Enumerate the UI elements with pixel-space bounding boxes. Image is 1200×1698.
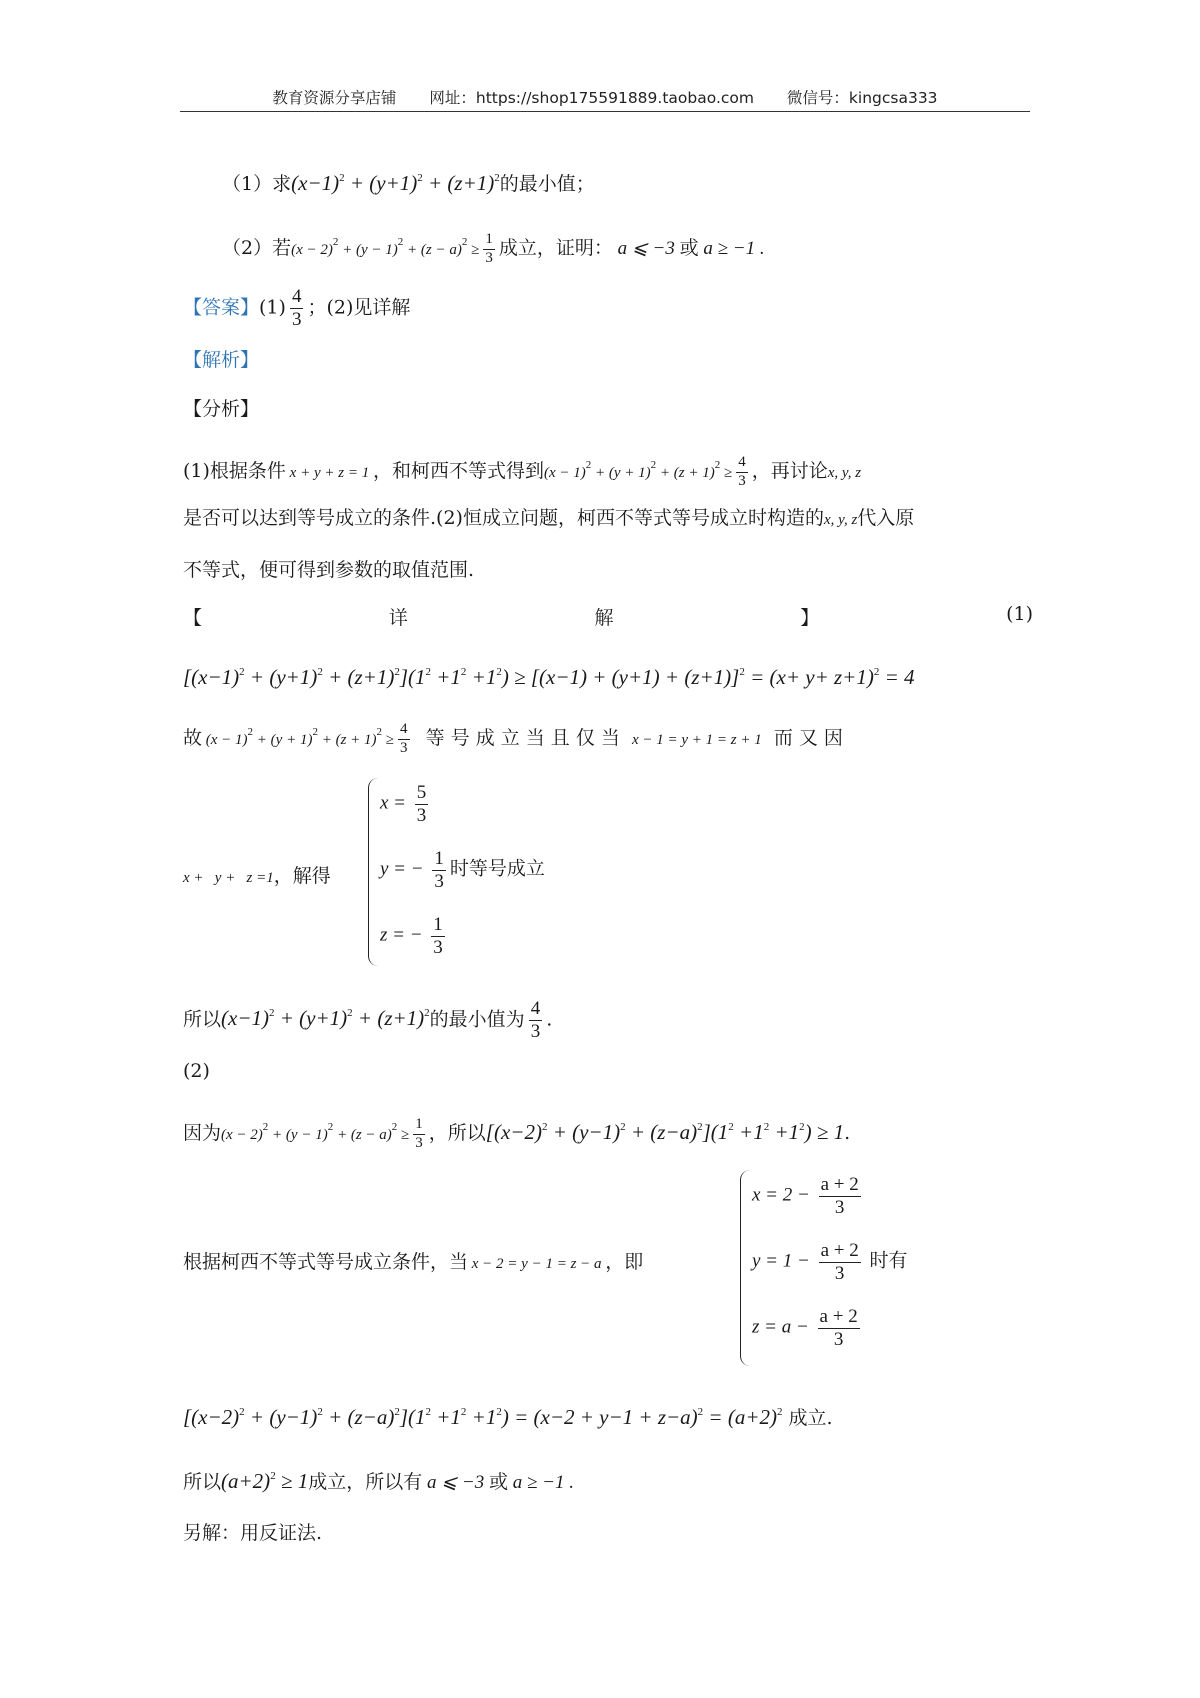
fraction: $\frac{1}{3}$ bbox=[415, 1116, 423, 1151]
answer-tag: 【答案】 bbox=[183, 296, 260, 319]
part-2-line-2: 根据柯西不等式等号成立条件，当 x − 2 = y − 1 = z − a ，即 bbox=[183, 1251, 644, 1273]
shop-url[interactable]: 网址：https://shop175591889.taobao.com bbox=[429, 89, 754, 107]
detail-header: 【 详 解 】 (1) bbox=[183, 603, 1033, 629]
fraction: $\frac{1}{3}$ bbox=[485, 231, 493, 266]
min-value-line: 所以$(x-1)^2 + (y+1)^2 + (z+1)^2$的最小值为 $\frac{4}{3}$ . bbox=[183, 998, 553, 1042]
page-header bbox=[180, 86, 1030, 108]
left-brace bbox=[740, 1170, 751, 1366]
analysis-tag: 【解析】 bbox=[183, 349, 260, 371]
q1-prefix: （1）求 bbox=[222, 173, 292, 195]
q1-suffix: 的最小值； bbox=[499, 173, 595, 195]
fenxi-tag: 【分析】 bbox=[183, 398, 260, 420]
question-2: （2）若$(x - 2)^2 + (y - 1)^2 + (z - a)^2$ ≥ $\frac{1}{3}$ 成立，证明： a ⩽ −3 或 a ≥ −1 . bbox=[222, 231, 765, 266]
answer-line bbox=[183, 286, 410, 331]
answer-rest: ；(2)见详解 bbox=[307, 296, 411, 319]
header-divider bbox=[180, 111, 1030, 112]
system-1: x = $\frac{5}{3}$ y = − $\frac{1}{3}$ 时等号成立 z = − $\frac{1}{3}$ bbox=[380, 782, 545, 958]
fraction: $\frac{4}{3}$ bbox=[530, 998, 541, 1042]
q2-prefix: （2）若 bbox=[222, 237, 292, 259]
answer-p1: (1) bbox=[259, 296, 286, 319]
part-2-equality: $[(x-2)^2 + (y-1)^2 + (z-a)^2](1^2 +1^2 +1^2) = (x-2 + y-1 + z-a)^2 = (a+2)^2$ 成立. bbox=[183, 1405, 833, 1429]
q2-mid: 成立，证明： bbox=[498, 237, 613, 259]
or-text: 或 bbox=[679, 237, 699, 259]
fraction: $\frac{4}{3}$ bbox=[400, 721, 408, 756]
shop-name: 教育资源分享店铺 bbox=[272, 89, 397, 107]
analysis-line-3: 不等式，便可得到参数的取值范围. bbox=[183, 559, 475, 581]
part-2-label: (2) bbox=[183, 1060, 210, 1082]
part-2-conclusion: 所以$(a+2)^2 \ge 1$成立，所以有 a ⩽ −3 或 a ≥ −1 . bbox=[183, 1469, 574, 1493]
analysis-line-2: 是否可以达到等号成立的条件.(2)恒成立问题，柯西不等式等号成立时构造的x, y, z代入原 bbox=[183, 507, 915, 529]
fraction: $\frac{4}{3}$ bbox=[291, 286, 302, 330]
question-1: （1）求$(x-1)^2 + (y+1)^2 + (z+1)^2$的最小值； bbox=[222, 171, 595, 195]
analysis-line-1: (1)根据条件 x + y + z = 1 ，和柯西不等式得到$(x - 1)^2 + (y + 1)^2 + (z + 1)^2$ ≥ $\frac{4}{3}$ ，再讨论x, y, z bbox=[183, 454, 862, 489]
equality-condition-line: 故 $(x - 1)^2 + (y + 1)^2 + (z + 1)^2$ ≥ $\frac{4}{3}$ 等 号 成 立 当 且 仅 当 x − 1 = y + 1 = z + 1 而 又 因 bbox=[183, 721, 843, 756]
part-2-line-1: 因为$(x - 2)^2 + (y - 1)^2 + (z - a)^2$ ≥ $\frac{1}{3}$ ，所以$[(x-2)^2 + (y-1)^2 + (z-a)^2](1^2 +1^2 +1^2) \ge 1$. bbox=[183, 1116, 851, 1151]
system-2: x = 2 − $\frac{a + 2}{3}$ y = 1 − $\frac{a + 2}{3}$ 时有 z = a − $\frac{a + 2}{3}$ bbox=[752, 1174, 908, 1350]
left-brace bbox=[368, 778, 379, 966]
fraction: $\frac{4}{3}$ bbox=[738, 454, 746, 489]
alternate-solution: 另解：用反证法. bbox=[183, 1522, 323, 1544]
system-1-label: x + y + z =1，解得 bbox=[183, 865, 331, 887]
wechat-id: 微信号：kingcsa333 bbox=[786, 89, 938, 107]
cauchy-inequality: $[(x-1)^2 + (y+1)^2 + (z+1)^2](1^2 +1^2 +1^2) \ge [(x-1) + (y+1) + (z+1)]^2 = (x+ y+ z+1)^2 = 4$ bbox=[183, 665, 915, 689]
